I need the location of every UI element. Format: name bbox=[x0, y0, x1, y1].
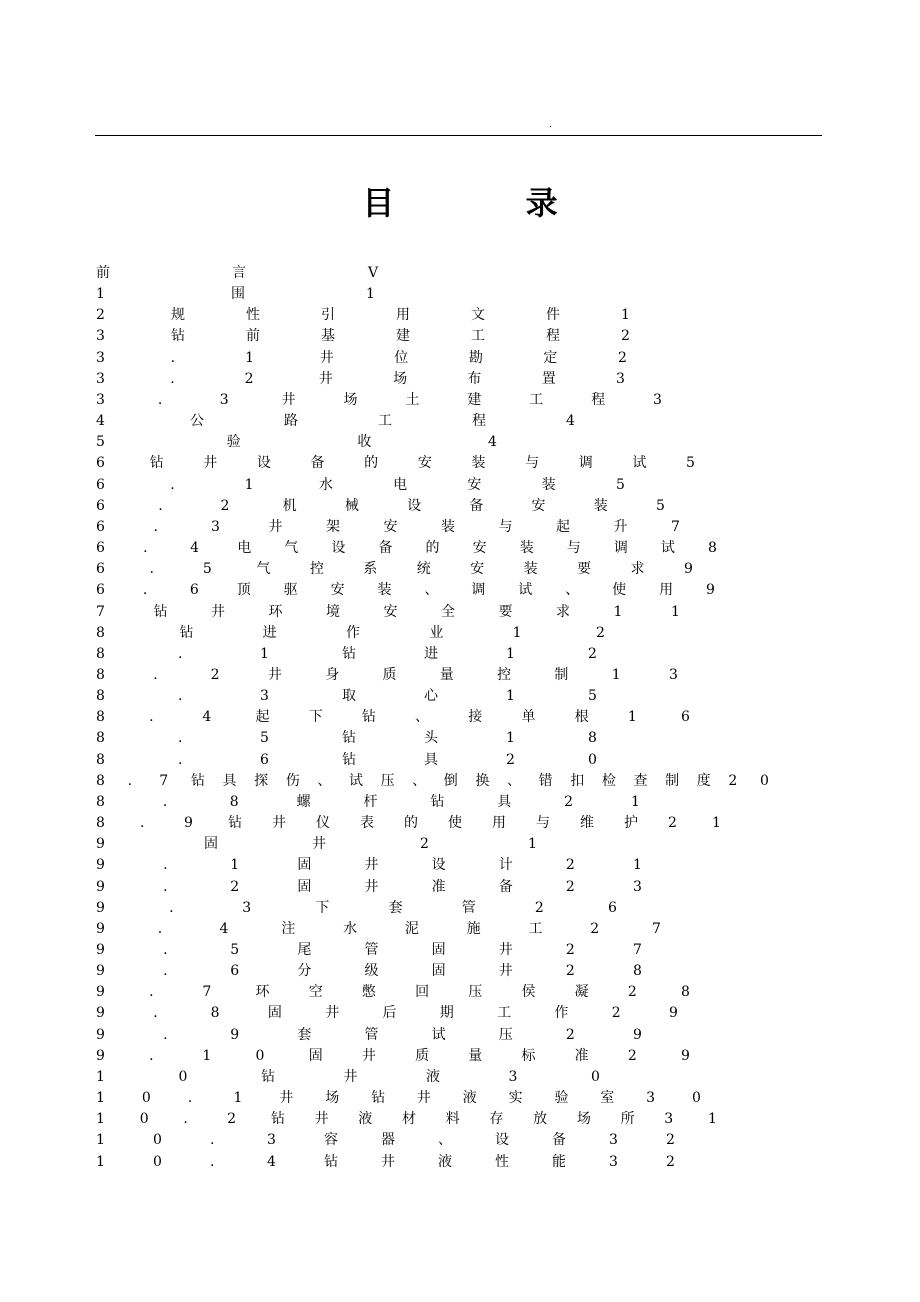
toc-entry: 9 . 7 环 空 憋 回 压 侯 凝 2 8 bbox=[96, 984, 690, 1001]
toc-entry: 9 . 3 下 套 管 2 6 bbox=[96, 899, 617, 916]
toc-entry: 1 围 1 bbox=[96, 286, 375, 303]
toc-entry: 8 . 5 钻 头 1 8 bbox=[96, 730, 597, 747]
toc-entry: 6 . 6 顶 驱 安 装 、 调 试 、 使 用 9 bbox=[96, 582, 715, 599]
table-of-contents bbox=[96, 263, 876, 1173]
toc-entry: 6 . 3 井 架 安 装 与 起 升 7 bbox=[96, 518, 680, 535]
toc-entry: 8 . 2 井 身 质 量 控 制 1 3 bbox=[96, 666, 678, 683]
toc-entry: 8 . 6 钻 具 2 0 bbox=[96, 751, 597, 768]
toc-entry: 9 固 井 2 1 bbox=[96, 836, 537, 853]
toc-entry: 3 . 2 井 场 布 置 3 bbox=[96, 370, 625, 387]
toc-entry: 1 0 . 4 钻 井 液 性 能 3 2 bbox=[96, 1153, 675, 1170]
toc-entry: 6 . 1 水 电 安 装 5 bbox=[96, 476, 625, 493]
page-title: 目 录 bbox=[362, 184, 618, 222]
toc-entry: 9 . 6 分 级 固 井 2 8 bbox=[96, 963, 642, 980]
toc-entry: 9 . 4 注 水 泥 施 工 2 7 bbox=[96, 920, 661, 937]
toc-entry: 9 . 5 尾 管 固 井 2 7 bbox=[96, 942, 642, 958]
toc-entry: 8 . 7 钻 具 探 伤 、 试 压 、 倒 换 、 错 扣 检 查 制 度 2 0 bbox=[96, 772, 769, 789]
toc-entry: 3 钻 前 基 建 工 程 2 bbox=[96, 328, 630, 345]
toc-entry: 前 言 V bbox=[96, 265, 379, 281]
toc-entry: 7 钻 井 环 境 安 全 要 求 1 1 bbox=[96, 603, 680, 620]
toc-entry: 6 . 2 机 械 设 备 安 装 5 bbox=[96, 497, 665, 514]
toc-entry: 6 . 5 气 控 系 统 安 装 要 求 9 bbox=[96, 561, 693, 578]
toc-entry: 8 . 9 钻 井 仪 表 的 使 用 与 维 护 2 1 bbox=[96, 815, 721, 832]
toc-entry: 8 . 4 起 下 钻 、 接 单 根 1 6 bbox=[96, 709, 690, 726]
toc-entry: 9 . 8 固 井 后 期 工 作 2 9 bbox=[96, 1005, 678, 1022]
header-marker: . bbox=[549, 120, 552, 130]
toc-entry: 1 0 钻 井 液 3 0 bbox=[96, 1068, 600, 1085]
toc-entry: 3 . 3 井 场 土 建 工 程 3 bbox=[96, 391, 662, 408]
toc-entry: 1 0 . 1 井 场 钻 井 液 实 验 室 3 0 bbox=[96, 1090, 701, 1107]
toc-entry: 4 公 路 工 程 4 bbox=[96, 413, 575, 430]
toc-entry: 9 . 1 0 固 井 质 量 标 准 2 9 bbox=[96, 1047, 690, 1064]
toc-entry: 8 钻 进 作 业 1 2 bbox=[96, 624, 605, 641]
toc-entry: 3 . 1 井 位 勘 定 2 bbox=[96, 349, 627, 366]
header-rule bbox=[95, 135, 822, 136]
toc-entry: 5 验 收 4 bbox=[96, 434, 497, 451]
toc-entry: 8 . 1 钻 进 1 2 bbox=[96, 645, 597, 662]
toc-entry: 1 0 . 3 容 器 、 设 备 3 2 bbox=[96, 1132, 675, 1149]
toc-entry: 6 钻 井 设 备 的 安 装 与 调 试 5 bbox=[96, 455, 695, 472]
toc-entry: 1 0 . 2 钻 井 液 材 料 存 放 场 所 3 1 bbox=[96, 1111, 717, 1128]
toc-entry: 8 . 3 取 心 1 5 bbox=[96, 688, 597, 705]
toc-entry: 9 . 2 固 井 准 备 2 3 bbox=[96, 878, 642, 895]
toc-entry: 6 . 4 电 气 设 备 的 安 装 与 调 试 8 bbox=[96, 540, 717, 557]
toc-entry: 8 . 8 螺 杆 钻 具 2 1 bbox=[96, 793, 640, 810]
toc-entry: 9 . 9 套 管 试 压 2 9 bbox=[96, 1026, 642, 1043]
toc-entry: 9 . 1 固 井 设 计 2 1 bbox=[96, 857, 642, 874]
toc-entry: 2 规 性 引 用 文 件 1 bbox=[96, 307, 630, 324]
